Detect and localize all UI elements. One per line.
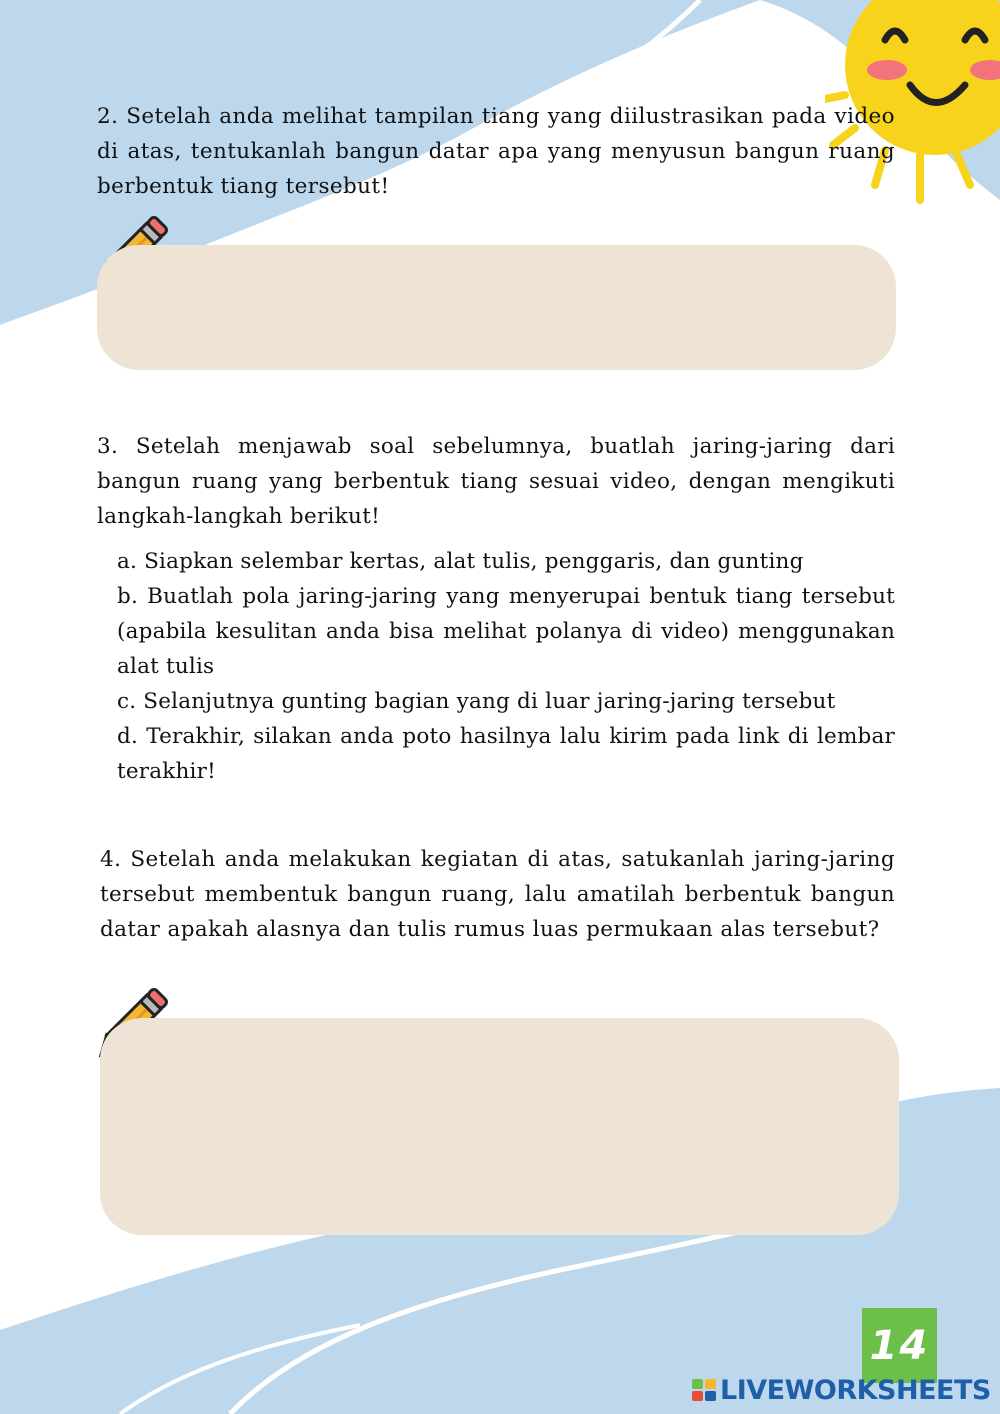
step-item: c. Selanjutnya gunting bagian yang di luar jaring-jaring tersebut: [117, 689, 836, 714]
answer-box-q2[interactable]: [97, 245, 896, 370]
page-number: 14: [869, 1322, 930, 1369]
step-item: b. Buatlah pola jaring-jaring yang menyerupai bentuk tiang tersebut (apabila kesulitan anda bisa melihat polanya di video) menggunakan alat tulis: [117, 584, 895, 679]
answer-box-q4[interactable]: [100, 1018, 899, 1235]
question-2-text: 2. Setelah anda melihat tampilan tiang yang diilustrasikan pada video di atas, tentukanlah bangun datar apa yang menyusun bangun ruang berbentuk tiang tersebut!: [97, 104, 895, 199]
step-item: d. Terakhir, silakan anda poto hasilnya lalu kirim pada link di lembar terakhir!: [117, 724, 895, 784]
liveworksheets-watermark: [692, 1374, 991, 1406]
step-item: a. Siapkan selembar kertas, alat tulis, penggaris, dan gunting: [117, 549, 804, 574]
watermark-text: LIVEWORKSHEETS: [720, 1374, 991, 1406]
liveworksheets-logo-icon: [692, 1379, 716, 1401]
question-3-text: 3. Setelah menjawab soal sebelumnya, buatlah jaring-jaring dari bangun ruang yang berbentuk tiang sesuai video, dengan mengikuti langkah-langkah berikut!: [97, 434, 895, 529]
page-number-badge: [862, 1308, 937, 1383]
question-4-text: 4. Setelah anda melakukan kegiatan di atas, satukanlah jaring-jaring tersebut membentuk bangun ruang, lalu amatilah berbentuk bangun datar apakah alasnya dan tulis rumus luas permukaan alas tersebut?: [100, 847, 895, 942]
question-3-steps: [117, 544, 895, 789]
